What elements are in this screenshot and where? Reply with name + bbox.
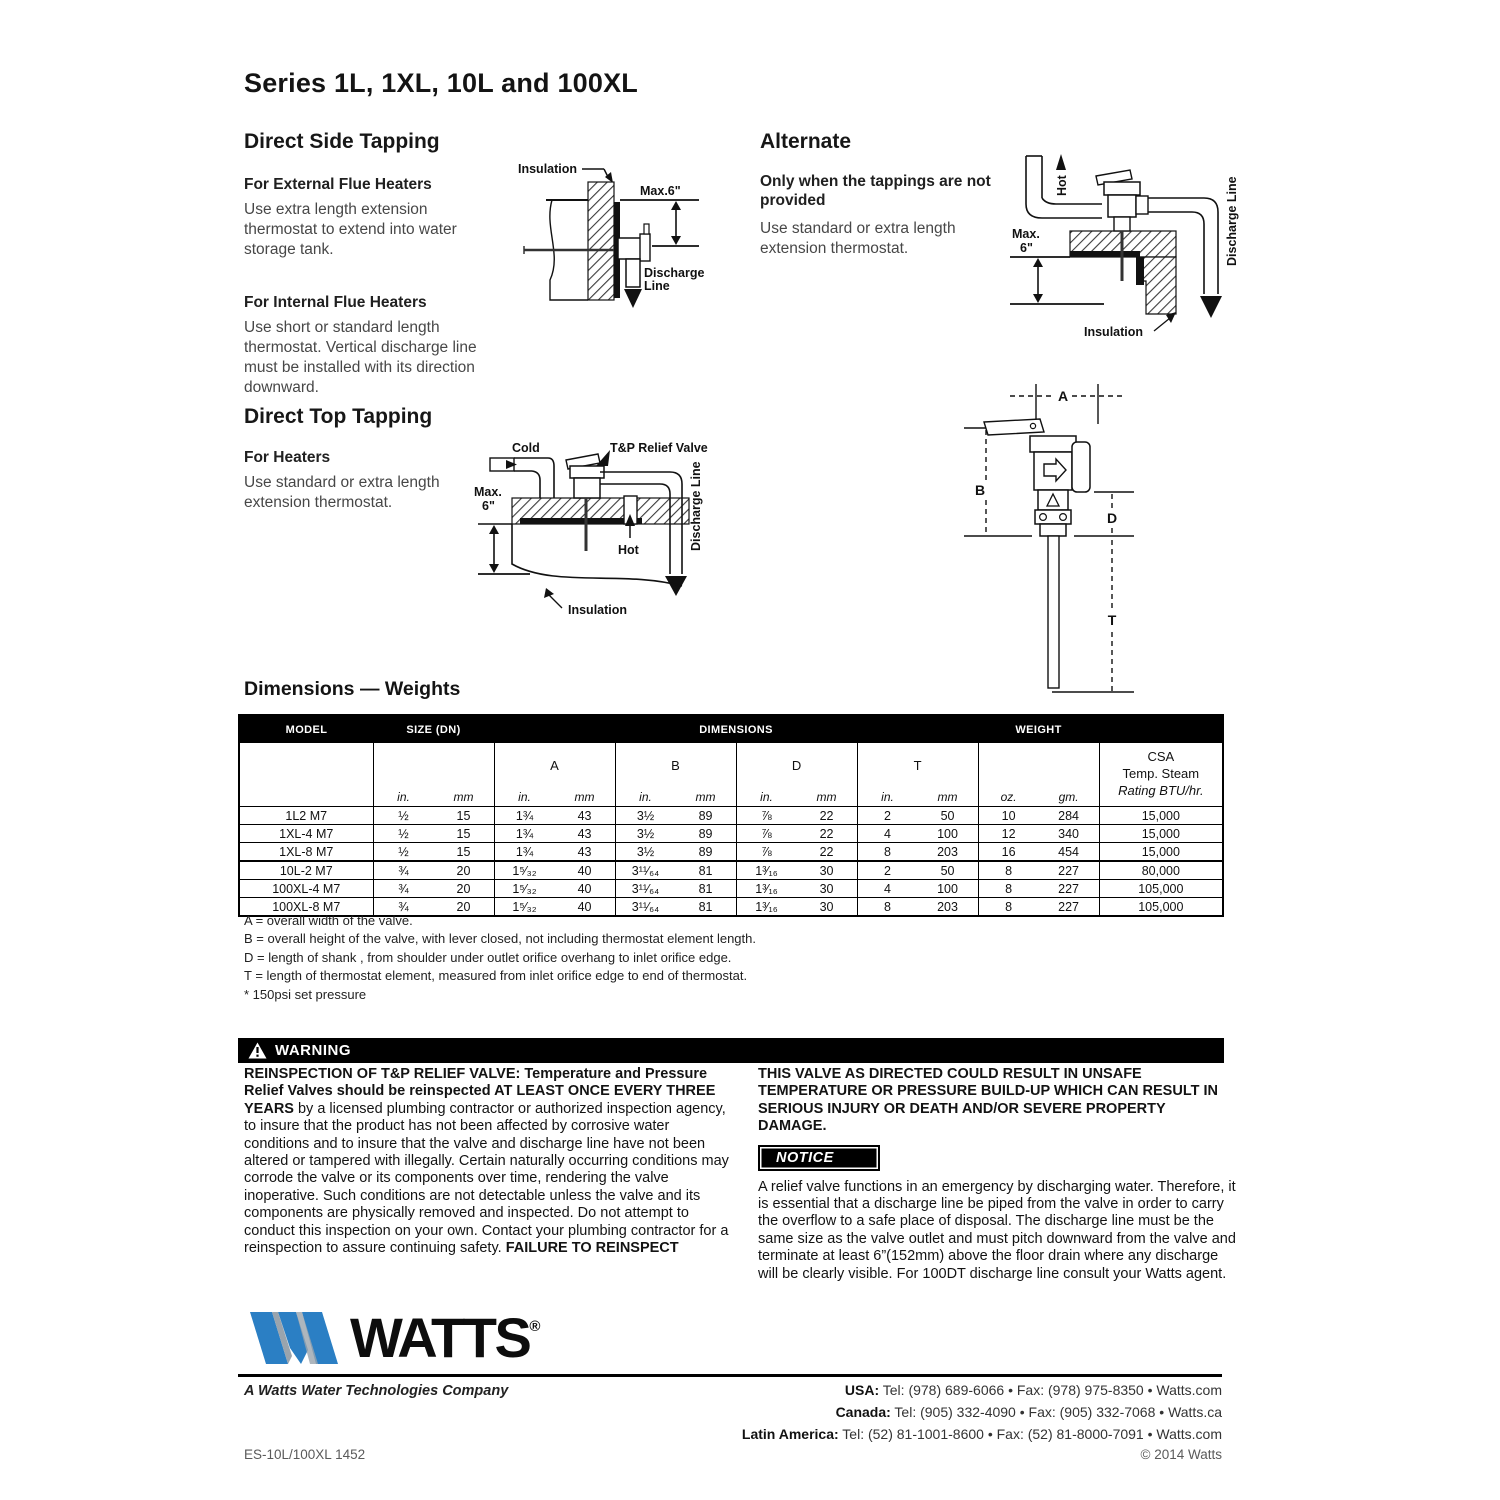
direct-top-text: Use standard or extra length extension thermostat. — [244, 474, 440, 511]
value-cell: 100 — [918, 825, 979, 843]
value-cell: 40 — [555, 898, 616, 917]
table-group-header-row — [239, 715, 1223, 743]
unit-cell: in. — [857, 787, 918, 807]
value-cell: 89 — [676, 843, 737, 862]
contact-latam-label: Latin America: — [741, 1426, 839, 1442]
notice-bar — [758, 1145, 880, 1171]
table-row — [239, 861, 1223, 880]
csa-line-2: Temp. Steam — [1122, 766, 1200, 782]
unit-cell: in. — [736, 787, 797, 807]
value-cell: 20 — [434, 898, 495, 917]
col-group-size: SIZE (DN) — [373, 715, 494, 743]
value-cell: 100 — [918, 880, 979, 898]
warning-normal: by a licensed plumbing contractor or authorized inspection agency, to insure that the product has not been affected by corrosive water conditions and to insure that the valve and discharge line have not been altered or tampered with illegally. Certain naturally occurring conditions may corrode the valve or its components over time, rendering the valve inoperative. Such conditions are not detectable unless the valve and its components are physically removed and inspected. Do not attempt to conduct this inspection on your own. Contact your plumbing contractor for a reinspection to assure continuing safety. — [244, 1100, 729, 1256]
value-cell: 30 — [797, 898, 858, 917]
tp-relief-valve-label: T&P Relief Valve — [610, 441, 708, 455]
value-cell: ½ — [373, 843, 434, 862]
value-cell: 10 — [978, 807, 1039, 825]
value-cell: 22 — [797, 843, 858, 862]
value-cell: 1⁵⁄₃₂ — [494, 898, 555, 917]
dim-t-label: T — [1107, 612, 1117, 628]
model-cell: 1XL-8 M7 — [239, 843, 373, 862]
discharge-pipe — [626, 259, 640, 287]
value-cell: 43 — [555, 825, 616, 843]
valve-cap — [1030, 436, 1076, 452]
subheader-d: D — [736, 743, 857, 787]
value-cell: ¾ — [373, 880, 434, 898]
value-cell: 454 — [1039, 843, 1100, 862]
alternate-subheading: Only when the tappings are not provided — [760, 173, 991, 210]
value-cell: 3½ — [615, 807, 676, 825]
value-cell: 15,000 — [1099, 807, 1223, 825]
table-row — [239, 825, 1223, 843]
value-cell: 203 — [918, 898, 979, 917]
outlet-flange — [1072, 442, 1090, 492]
table-row — [239, 807, 1223, 825]
value-cell: 4 — [857, 825, 918, 843]
value-cell: ½ — [373, 825, 434, 843]
value-cell: 12 — [978, 825, 1039, 843]
model-cell: 1XL-4 M7 — [239, 825, 373, 843]
value-cell: ⅞ — [736, 843, 797, 862]
contact-canada — [702, 1401, 1222, 1423]
value-cell: 20 — [434, 861, 495, 880]
value-cell: 50 — [918, 807, 979, 825]
internal-flue-text: Use short or standard length thermostat. Vertical discharge line must be installed with its direction downward. — [244, 318, 477, 396]
watts-logo — [244, 1306, 541, 1369]
down-arrow-icon — [624, 289, 642, 308]
valve-dimension-diagram — [946, 380, 1158, 704]
unit-cell: mm — [816, 789, 837, 804]
warning-right-bold: THIS VALVE AS DIRECTED COULD RESULT IN UNSAFE TEMPERATURE OR PRESSURE BUILD-UP WHICH CAN RESULT IN SERIOUS INJURY OR DEATH AND/OR SEVERE PROPERTY DAMAGE. — [758, 1066, 1218, 1135]
subheader-t: T — [857, 743, 978, 787]
notice-text: A relief valve functions in an emergency by discharging water. Therefore, it is essential that a discharge line be piped from the valve in order to carry the overflow to a safe place of disposal. The discharge line must be the same size as the valve outlet and must pitch downward from the valve and terminate at least 6”(152mm) above the floor drain where any discharge will be clearly visible. For 100DT discharge line consult your Watts agent. — [758, 1178, 1236, 1282]
value-cell: 340 — [1039, 825, 1100, 843]
external-flue-text: Use extra length extension thermostat to extend into water storage tank. — [244, 201, 457, 258]
value-cell: 15 — [434, 807, 495, 825]
subheader-csa — [1099, 743, 1223, 807]
value-cell: 4 — [857, 880, 918, 898]
side-discharge-label-2: Line — [644, 279, 670, 293]
value-cell: 8 — [978, 898, 1039, 917]
value-cell: 1¾ — [494, 807, 555, 825]
unit-cell: mm — [937, 789, 958, 804]
footer-tagline: A Watts Water Technologies Company — [244, 1383, 509, 1399]
top-cold-label: Cold — [512, 441, 540, 455]
for-heaters-heading: For Heaters — [244, 449, 331, 466]
subheader-a: A — [494, 743, 615, 787]
value-cell: 40 — [555, 861, 616, 880]
value-cell: 227 — [1039, 880, 1100, 898]
side-discharge-label-1: Discharge — [644, 266, 705, 280]
watts-logo-text: WATTS — [350, 1306, 530, 1369]
value-cell: 1³⁄₁₆ — [736, 898, 797, 917]
value-cell: 1⁵⁄₃₂ — [494, 861, 555, 880]
value-cell: 30 — [797, 861, 858, 880]
alt-discharge-label: Discharge Line — [1225, 176, 1239, 266]
footnote-a: A = overall width of the valve. — [244, 913, 413, 928]
watts-wordmark — [350, 1306, 541, 1369]
footer-contacts — [702, 1379, 1222, 1445]
value-cell: 81 — [676, 898, 737, 917]
col-group-csa-blank — [1099, 715, 1223, 743]
side-max-label: Max.6" — [640, 184, 681, 198]
warning-bold-2: FAILURE TO REINSPECT — [505, 1239, 679, 1256]
subheader-weight-blank — [978, 743, 1099, 787]
value-cell: 16 — [978, 843, 1039, 862]
top-tapping-diagram — [474, 436, 730, 622]
top-max-label-1: Max. — [474, 485, 502, 499]
spec-table — [238, 714, 1224, 917]
value-cell: 30 — [797, 880, 858, 898]
value-cell: 8 — [857, 843, 918, 862]
value-cell: 227 — [1039, 898, 1100, 917]
top-discharge-label: Discharge Line — [689, 461, 703, 551]
dim-a-label: A — [1058, 388, 1069, 404]
contact-latam-info: Tel: (52) 81-1001-8600 • Fax: (52) 81-8000-7091 • Watts.com — [838, 1426, 1222, 1442]
value-cell: 3½ — [615, 825, 676, 843]
notice-label: NOTICE — [776, 1149, 834, 1166]
value-cell: 89 — [676, 807, 737, 825]
top-insulation-label: Insulation — [568, 603, 628, 617]
footnote-pressure: * 150psi set pressure — [244, 986, 367, 1002]
value-cell: 8 — [978, 880, 1039, 898]
footer-rule — [238, 1374, 1222, 1377]
hot-up-arrow-icon — [1056, 154, 1066, 170]
warning-text-left — [244, 1066, 738, 1257]
value-cell: ½ — [373, 807, 434, 825]
unit-cell: mm — [574, 789, 595, 804]
value-cell: 81 — [676, 880, 737, 898]
relief-valve — [570, 466, 604, 478]
down-arrow-icon — [665, 576, 687, 596]
value-cell: 20 — [434, 880, 495, 898]
value-cell: 40 — [555, 880, 616, 898]
value-cell: ¾ — [373, 861, 434, 880]
insulation-hatch — [588, 182, 614, 300]
table-subheader-row — [239, 743, 1223, 787]
value-cell: 15,000 — [1099, 825, 1223, 843]
contact-usa-label: USA: — [844, 1382, 880, 1398]
value-cell: 3½ — [615, 843, 676, 862]
value-cell: 3¹¹⁄₆₄ — [615, 861, 676, 880]
value-cell: 284 — [1039, 807, 1100, 825]
value-cell: 227 — [1039, 861, 1100, 880]
direct-side-heading: Direct Side Tapping — [244, 130, 440, 153]
value-cell: 105,000 — [1099, 898, 1223, 917]
top-max-label-2: 6" — [482, 499, 495, 513]
value-cell: 1¾ — [494, 825, 555, 843]
subheader-model-blank — [239, 743, 373, 807]
alternate-heading: Alternate — [760, 130, 852, 153]
shank — [1040, 524, 1066, 536]
unit-cell: in. — [615, 787, 676, 807]
section-direct-top-tapping — [244, 405, 484, 513]
value-cell: ⅞ — [736, 807, 797, 825]
contact-usa — [702, 1379, 1222, 1401]
doc-number: ES-10L/100XL 1452 — [244, 1447, 366, 1462]
table-row — [239, 843, 1223, 862]
footnote-t: T = length of thermostat element, measured from inlet orifice edge to end of thermostat. — [244, 968, 748, 984]
value-cell: 1⁵⁄₃₂ — [494, 880, 555, 898]
model-cell: 1L2 M7 — [239, 807, 373, 825]
section-direct-side-tapping — [244, 130, 484, 398]
unit-cell: gm. — [1058, 789, 1079, 804]
alternate-text: Use standard or extra length extension thermostat. — [760, 219, 956, 257]
warning-bar — [238, 1038, 1224, 1063]
footnote-b: B = overall height of the valve, with lever closed, not including thermostat element length. — [244, 931, 756, 947]
value-cell: ⅞ — [736, 825, 797, 843]
value-cell: 15 — [434, 843, 495, 862]
contact-usa-info: Tel: (978) 689-6066 • Fax: (978) 975-8350 • Watts.com — [879, 1382, 1222, 1398]
warning-notice-column — [758, 1066, 1236, 1283]
relief-valve — [1104, 182, 1140, 195]
unit-cell: mm — [453, 789, 474, 804]
value-cell: 80,000 — [1099, 861, 1223, 880]
relief-valve — [618, 238, 642, 259]
down-arrow-icon — [1200, 296, 1222, 318]
value-cell: 1³⁄₁₆ — [736, 861, 797, 880]
value-cell: 15,000 — [1099, 843, 1223, 862]
warning-bold-1: REINSPECTION OF T&P RELIEF VALVE: Temperature and Pressure Relief Valves should be reinspected AT LEAST ONCE EVERY THREE YEARS — [244, 1066, 716, 1117]
warning-triangle-icon — [248, 1042, 267, 1059]
alt-hot-label: Hot — [1055, 175, 1069, 196]
value-cell: 3¹¹⁄₆₄ — [615, 880, 676, 898]
side-insulation-label: Insulation — [518, 162, 578, 176]
col-group-weight: WEIGHT — [978, 715, 1099, 743]
contact-latin-america — [702, 1423, 1222, 1445]
direct-top-heading: Direct Top Tapping — [244, 405, 433, 428]
spec-table-wrap — [238, 714, 1224, 917]
spec-table-body — [239, 807, 1223, 917]
csa-line-1: CSA — [1147, 749, 1175, 765]
csa-line-3: Rating BTU/hr. — [1118, 782, 1204, 798]
warning-label: WARNING — [275, 1042, 351, 1059]
subheader-b: B — [615, 743, 736, 787]
watts-logo-mark-icon — [244, 1310, 346, 1366]
col-group-dimensions: DIMENSIONS — [494, 715, 978, 743]
value-cell: 2 — [857, 807, 918, 825]
col-group-model: MODEL — [239, 715, 373, 743]
value-cell: ¾ — [373, 898, 434, 917]
value-cell: 3¹¹⁄₆₄ — [615, 898, 676, 917]
value-cell: 105,000 — [1099, 880, 1223, 898]
contact-canada-label: Canada: — [835, 1404, 891, 1420]
subheader-size-blank — [373, 743, 494, 787]
copyright: © 2014 Watts — [1140, 1447, 1222, 1462]
value-cell: 89 — [676, 825, 737, 843]
value-cell: 1³⁄₁₆ — [736, 880, 797, 898]
alt-max-label-1: Max. — [1012, 227, 1040, 241]
model-cell: 100XL-8 M7 — [239, 898, 373, 917]
value-cell: 203 — [918, 843, 979, 862]
table-row — [239, 880, 1223, 898]
model-cell: 10L-2 M7 — [239, 861, 373, 880]
dim-b-label: B — [974, 482, 986, 498]
value-cell: 22 — [797, 825, 858, 843]
top-hot-label: Hot — [618, 543, 639, 557]
registered-mark: ® — [529, 1318, 541, 1335]
value-cell: 8 — [857, 898, 918, 917]
dim-d-label: D — [1106, 510, 1118, 526]
table-units-row — [239, 787, 1223, 807]
external-flue-heading: For External Flue Heaters — [244, 176, 432, 193]
table-heading: Dimensions — Weights — [244, 678, 461, 700]
value-cell: 22 — [797, 807, 858, 825]
alternate-diagram — [1008, 146, 1248, 346]
value-cell: 1¾ — [494, 843, 555, 862]
section-alternate — [760, 130, 995, 259]
page-title: Series 1L, 1XL, 10L and 100XL — [244, 68, 638, 98]
footnote-d: D = length of shank , from shoulder under outlet orifice overhang to inlet orifice edge. — [244, 949, 732, 965]
side-tapping-diagram — [492, 158, 704, 330]
table-footnotes — [244, 912, 1234, 1004]
value-cell: 8 — [978, 861, 1039, 880]
internal-flue-heading: For Internal Flue Heaters — [244, 293, 427, 311]
value-cell: 50 — [918, 861, 979, 880]
unit-cell: mm — [695, 789, 716, 804]
value-cell: 2 — [857, 861, 918, 880]
value-cell: 43 — [555, 843, 616, 862]
value-cell: 15 — [434, 825, 495, 843]
tank-bottom-line — [512, 524, 682, 586]
alt-max-label-2: 6" — [1020, 241, 1033, 255]
unit-cell: in. — [397, 789, 410, 804]
unit-cell: in. — [494, 787, 555, 807]
contact-canada-info: Tel: (905) 332-4090 • Fax: (905) 332-7068 • Watts.ca — [890, 1404, 1222, 1420]
value-cell: 43 — [555, 807, 616, 825]
warning-text-right — [758, 1066, 1236, 1136]
alt-insulation-label: Insulation — [1084, 325, 1144, 339]
value-cell: 81 — [676, 861, 737, 880]
model-cell: 100XL-4 M7 — [239, 880, 373, 898]
thermostat-element — [1048, 536, 1059, 688]
unit-cell: oz. — [978, 787, 1039, 807]
